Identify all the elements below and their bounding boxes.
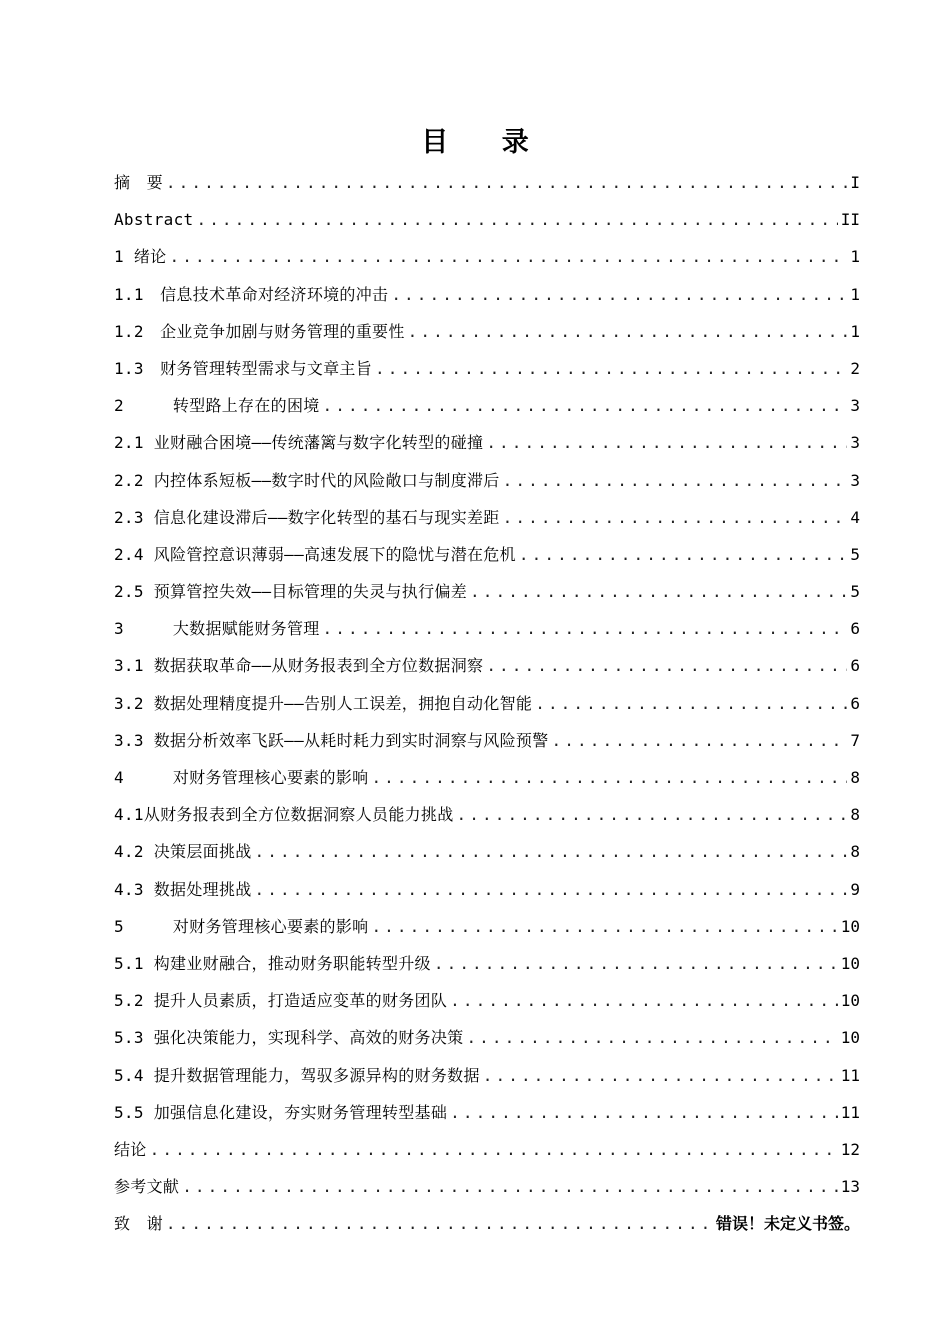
toc-page-number: 9 — [850, 879, 860, 899]
toc-entry-label — [114, 1057, 480, 1094]
toc-entry-text: 强化决策能力，实现科学、高效的财务决策 — [143, 1028, 464, 1048]
toc-dot-leader — [519, 536, 847, 573]
toc-entry-label — [114, 1094, 447, 1131]
toc-entry-text: Abstract — [114, 210, 194, 230]
toc-entry-label — [114, 238, 166, 275]
toc-page-number: 8 — [850, 842, 860, 862]
toc-entry-text: 提升人员素质，打造适应变革的财务团队 — [143, 991, 448, 1011]
toc-page-number: 10 — [840, 916, 860, 936]
toc-entry-number: 1 — [114, 247, 124, 267]
toc-entry[interactable] — [114, 201, 860, 238]
toc-page-number: 11 — [840, 1065, 860, 1085]
toc-entry-label — [114, 424, 483, 461]
toc-dot-leader — [486, 424, 847, 461]
toc-entry[interactable] — [114, 313, 860, 350]
toc-entry-number: 2 — [114, 396, 124, 416]
toc-entry-text: 数据获取革命——从财务报表到全方位数据洞察 — [143, 656, 484, 676]
toc-entry-text: 构建业财融合，推动财务职能转型升级 — [143, 953, 431, 973]
toc-entry-number: 5.5 — [114, 1102, 144, 1122]
toc-entry[interactable] — [114, 759, 860, 796]
toc-entry-text: 提升数据管理能力，驾驭多源异构的财务数据 — [143, 1065, 480, 1085]
toc-entry-number: 4.3 — [114, 879, 144, 899]
toc-entry[interactable] — [114, 536, 860, 573]
toc-entry-text: 转型路上存在的困境 — [123, 396, 320, 416]
toc-entry[interactable] — [114, 1094, 860, 1131]
toc-entry-label — [114, 536, 516, 573]
toc-entry-text: 数据分析效率飞跃——从耗时耗力到实时洞察与风险预警 — [143, 730, 549, 750]
toc-entry-number: 2.2 — [114, 470, 144, 490]
toc-entry-text: 加强信息化建设，夯实财务管理转型基础 — [143, 1102, 448, 1122]
toc-dot-leader — [182, 1168, 838, 1205]
toc-entry-text: 数据处理精度提升——告别人工误差，拥抱自动化智能 — [143, 693, 533, 713]
toc-page-number: 3 — [850, 433, 860, 453]
toc-page-number: 10 — [840, 1028, 860, 1048]
toc-entry[interactable] — [114, 424, 860, 461]
toc-entry[interactable] — [114, 1019, 860, 1056]
toc-entry-number: 1.2 — [114, 321, 144, 341]
toc-entry-number: 5.1 — [114, 953, 144, 973]
toc-error-message: 错误！未定义书签。 — [715, 1214, 860, 1234]
toc-dot-leader — [371, 759, 847, 796]
toc-entry-label — [114, 759, 368, 796]
toc-entry-label — [114, 1205, 163, 1242]
toc-entry-number: 3.3 — [114, 730, 144, 750]
toc-entry[interactable] — [114, 796, 860, 833]
toc-entry-number: 5.3 — [114, 1028, 144, 1048]
toc-entry-label — [114, 610, 320, 647]
toc-page-number: 12 — [840, 1139, 860, 1159]
toc-page-number: 6 — [850, 619, 860, 639]
toc-dot-leader — [450, 1094, 838, 1131]
toc-entry-text: 决策层面挑战 — [143, 842, 252, 862]
toc-entry[interactable] — [114, 982, 860, 1019]
toc-dot-leader — [391, 276, 847, 313]
toc-entry-number: 3.1 — [114, 656, 144, 676]
toc-entry-number: 4 — [114, 768, 124, 787]
table-of-contents — [114, 164, 860, 1242]
toc-entry-label — [114, 164, 163, 201]
toc-entry-label — [114, 387, 320, 424]
toc-entry-number: 2.1 — [114, 433, 144, 453]
toc-entry[interactable] — [114, 647, 860, 684]
toc-entry-number: 3 — [114, 619, 124, 639]
toc-entry-text: 风险管控意识薄弱——高速发展下的隐忧与潜在危机 — [143, 544, 516, 564]
toc-entry[interactable] — [114, 610, 860, 647]
toc-entry[interactable] — [114, 833, 860, 870]
toc-entry-number: 1.1 — [114, 284, 144, 304]
toc-page-number: 10 — [840, 991, 860, 1011]
toc-entry-label — [114, 276, 388, 313]
toc-entry-label — [114, 685, 532, 722]
toc-dot-leader — [166, 164, 847, 201]
toc-dot-leader — [166, 1205, 713, 1242]
toc-page-number: 8 — [850, 768, 860, 787]
toc-entry[interactable] — [114, 945, 860, 982]
toc-entry-text: 业财融合困境——传统藩篱与数字化转型的碰撞 — [143, 433, 484, 453]
toc-entry-number: 2.5 — [114, 582, 144, 602]
toc-page-number: 5 — [850, 544, 860, 564]
toc-page-number: 6 — [850, 656, 860, 676]
toc-entry-number: 2.4 — [114, 544, 144, 564]
toc-entry[interactable] — [114, 573, 860, 610]
toc-page-number: 1 — [850, 321, 860, 341]
toc-page-number: 4 — [850, 507, 860, 527]
toc-entry-text: 预算管控失效——目标管理的失灵与执行偏差 — [143, 582, 468, 602]
toc-entry-text: 对财务管理核心要素的影响 — [123, 768, 369, 787]
toc-dot-leader — [375, 350, 847, 387]
toc-entry-label — [114, 982, 447, 1019]
toc-dot-leader — [457, 796, 848, 833]
toc-entry-text: 从财务报表到全方位数据洞察人员能力挑战 — [143, 805, 454, 825]
toc-entry-number: 1.3 — [114, 358, 144, 378]
toc-entry-label — [114, 462, 500, 499]
toc-dot-leader — [450, 982, 838, 1019]
toc-dot-leader — [323, 610, 848, 647]
page-title: 目 录 — [421, 127, 551, 158]
toc-entry-number: 2.3 — [114, 507, 144, 527]
toc-entry[interactable] — [114, 1205, 860, 1242]
toc-entry[interactable] — [114, 1168, 860, 1205]
toc-dot-leader — [503, 462, 848, 499]
toc-entry-text: 摘 要 — [114, 173, 163, 192]
toc-page-number: 6 — [850, 693, 860, 713]
toc-dot-leader — [371, 908, 837, 945]
toc-entry-text: 信息技术革命对经济环境的冲击 — [143, 284, 389, 304]
toc-entry[interactable] — [114, 350, 860, 387]
toc-entry-number: 5.2 — [114, 991, 144, 1011]
toc-dot-leader — [486, 647, 847, 684]
toc-entry[interactable] — [114, 871, 860, 908]
toc-entry[interactable] — [114, 387, 860, 424]
toc-entry-label — [114, 945, 431, 982]
toc-page-number: 2 — [850, 358, 860, 378]
toc-entry[interactable] — [114, 238, 860, 275]
toc-entry-label — [114, 201, 193, 238]
toc-entry[interactable] — [114, 908, 860, 945]
toc-entry-label — [114, 1131, 147, 1168]
toc-entry-label — [114, 350, 372, 387]
toc-page-number: 3 — [850, 396, 860, 416]
toc-entry-label — [114, 722, 549, 759]
toc-page-number: 3 — [850, 470, 860, 490]
toc-entry-label — [114, 499, 500, 536]
toc-entry-label — [114, 796, 454, 833]
toc-dot-leader — [535, 685, 847, 722]
toc-entry[interactable] — [114, 276, 860, 313]
toc-page-number: 8 — [850, 805, 860, 825]
toc-entry-label — [114, 908, 368, 945]
toc-dot-leader — [470, 573, 847, 610]
toc-page-number: 10 — [840, 953, 860, 973]
toc-page-number: 1 — [850, 247, 860, 267]
toc-dot-leader — [552, 722, 848, 759]
toc-dot-leader — [255, 871, 848, 908]
toc-entry-text: 数据处理挑战 — [143, 879, 252, 899]
toc-entry-number: 3.2 — [114, 693, 144, 713]
toc-dot-leader — [323, 387, 848, 424]
toc-entry[interactable] — [114, 1057, 860, 1094]
toc-entry[interactable] — [114, 499, 860, 536]
toc-page-number: 11 — [840, 1102, 860, 1122]
toc-page-number: 7 — [850, 730, 860, 750]
toc-entry-number: 4.1 — [114, 805, 144, 825]
toc-dot-leader — [408, 313, 848, 350]
toc-entry-number: 5 — [114, 916, 124, 936]
toc-entry-text: 财务管理转型需求与文章主旨 — [143, 358, 373, 378]
toc-entry-text: 信息化建设滞后——数字化转型的基石与现实差距 — [143, 507, 500, 527]
toc-entry-text: 大数据赋能财务管理 — [123, 619, 320, 639]
toc-entry[interactable] — [114, 722, 860, 759]
toc-entry-text: 对财务管理核心要素的影响 — [123, 916, 369, 936]
toc-dot-leader — [150, 1131, 838, 1168]
toc-entry-label — [114, 1019, 463, 1056]
toc-entry-text: 结论 — [114, 1139, 147, 1159]
toc-page-number: I — [850, 173, 860, 192]
toc-entry-label — [114, 573, 467, 610]
toc-entry-text: 致 谢 — [114, 1214, 163, 1234]
toc-dot-leader — [483, 1057, 838, 1094]
toc-entry[interactable] — [114, 1131, 860, 1168]
toc-entry-text: 绪论 — [123, 247, 167, 267]
toc-page-number: 1 — [850, 284, 860, 304]
toc-entry-label — [114, 871, 252, 908]
toc-dot-leader — [255, 833, 848, 870]
toc-dot-leader — [434, 945, 838, 982]
toc-entry-label — [114, 1168, 179, 1205]
toc-page-number: 13 — [840, 1177, 860, 1197]
toc-entry-label — [114, 833, 252, 870]
toc-entry-text: 内控体系短板——数字时代的风险敞口与制度滞后 — [143, 470, 500, 490]
toc-entry-text: 参考文献 — [114, 1177, 180, 1197]
toc-entry-label — [114, 647, 483, 684]
toc-entry[interactable] — [114, 164, 860, 201]
toc-page-number: 5 — [850, 582, 860, 602]
toc-dot-leader — [169, 238, 847, 275]
toc-entry[interactable] — [114, 685, 860, 722]
toc-dot-leader — [503, 499, 848, 536]
toc-dot-leader — [196, 201, 837, 238]
toc-entry-label — [114, 313, 405, 350]
toc-dot-leader — [466, 1019, 837, 1056]
toc-page-number: II — [840, 210, 860, 230]
toc-entry[interactable] — [114, 462, 860, 499]
toc-entry-number: 4.2 — [114, 842, 144, 862]
toc-entry-text: 企业竞争加剧与财务管理的重要性 — [143, 321, 405, 341]
toc-entry-number: 5.4 — [114, 1065, 144, 1085]
